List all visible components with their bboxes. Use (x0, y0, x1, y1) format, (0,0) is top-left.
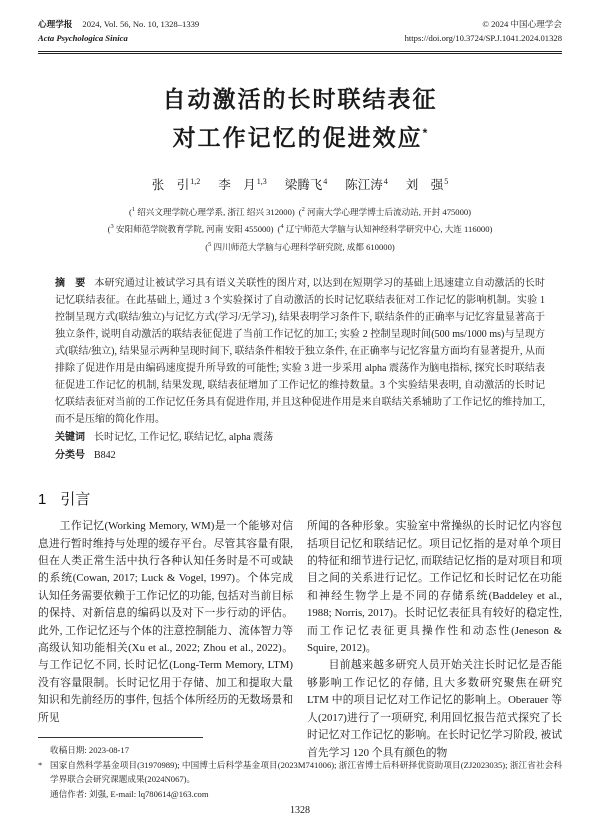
correspondence-note: 通信作者: 刘强, E-mail: lq780614@163.com (50, 788, 209, 799)
affiliation-list (38, 202, 562, 256)
author: 李 月$^{1,3}$ (218, 176, 267, 192)
copyright-line: © 2024 中国心理学会 (482, 19, 562, 29)
body-paragraph-1: 工作记忆(Working Memory, WM)是一个能够对信息进行暂时维持与处理的缓存平台。尽管其容量有限, 但在人类正常生活中执行各种认知任务时是不可或缺的系统(Cowan, 2017; Luck & Vogel, 1997)。个体完成认知任务需要依赖于工作记忆的功能, 包括对当前目标的保持、对新信息的编码以及对下一步行动的评估。此外, 工作记忆还与个体的注意控制能力、流体智力等高级认知功能相关(Xu et al., 2022; Zhou et al., 2022)。与工作记忆不同, 长时记忆(Long-Term Memory, LTM)没有容量限制。长时记忆用于存储、加工和提取大量知识和先前经历的事件, 包括个体所经历的无数场景和所见 (38, 520, 293, 724)
journal-name-en: Acta Psychologica Sinica (38, 32, 128, 43)
left-column (38, 518, 293, 724)
classification-value: B842 (94, 450, 116, 462)
classification-line (55, 447, 545, 464)
classification-label: 分类号 (55, 450, 85, 462)
right-column (307, 518, 562, 759)
page-number: 1328 (290, 805, 310, 816)
section-title: 引言 (60, 491, 91, 509)
paper-title (38, 82, 562, 155)
author-list (38, 175, 562, 193)
paper-title-line1: 自动激活的长时联结表征 (162, 86, 438, 112)
footnote-rule (38, 737, 203, 738)
author: 梁腾飞$^4$ (284, 176, 328, 192)
journal-info (38, 18, 199, 45)
funding-text: 国家自然科学基金项目(31970989); 中国博士后科学基金项目(2023M741006); 浙江省博士后科研择优资助项目(ZJ2023035); 浙江省社会科学界联合会研究课题成果(2024N067)。 (50, 759, 562, 784)
paper-title-line2: 对工作记忆的促进效应 (172, 124, 423, 151)
author: 陈江涛$^4$ (345, 176, 388, 192)
abstract-block (38, 275, 562, 464)
author: 刘 强$^5$ (405, 176, 449, 192)
title-footnote-mark: * (422, 126, 428, 140)
abstract-text: 本研究通过让被试学习具有语义关联性的图片对, 以达到在短期学习的基础上迅速建立自动激活的长时记忆联结表征。在此基础上, 通过 3 个实验探讨了自动激活的长时记忆联结表征对工作记忆的影响机制。实验 1 控制呈现方式(联结/独立)与记忆方式(学习/无学习), 结果表明学习条件下, 联结条件的正确率与记忆容量显著高于独立条件, 说明自动激活的联结表征促进了当前工作记忆的加工; 实验 2 控制呈现时间(500 ms/1000 ms)与呈现方式(联结/独立), 结果显示两种呈现时间下, 联结条件相较于独立条件, 在正确率与记忆容量方面均有显著提升, 从而排除了促进作用是由编码速度提升所导致的可能性; 实验 3 进一步采用 alpha 震荡作为脑电指标, 探究长时联结表征促进工作记忆的机制, 结果发现, 联结表征增加了工作记忆的维持数量。3 个实验结果表明, 自动激活的长时记忆联结表征对当前的工作记忆任务具有促进作用, 并且这种促进作用是来自联结关系辅助了工作记忆的维持加工, 而不是压缩的简化作用。 (55, 278, 546, 426)
affiliation-line: ($^3$ 安阳师范学院教育学院, 河南 安阳 455000) ($^4$ 辽宁师范大学脑与认知神经科学研究中心, 大连 116000) (107, 223, 493, 235)
journal-issue-info: 2024, Vol. 56, No. 10, 1328–1339 (82, 19, 200, 29)
affiliation-line: ($^1$ 绍兴文理学院心理学系, 浙江 绍兴 312000) ($^2$ 河南大学心理学博士后流动站, 开封 475000) (128, 205, 472, 217)
affiliation-line: ($^5$ 四川师范大学脑与心理科学研究院, 成都 610000) (205, 241, 395, 253)
abstract-label: 摘 要 (55, 278, 86, 290)
keywords-label: 关键词 (55, 432, 85, 444)
author: 张 引$^{1,2}$ (151, 176, 201, 192)
section-number: 1 (38, 491, 47, 509)
body-paragraph-2: 目前越来越多研究人员开始关注长时记忆是否能够影响工作记忆的存储, 且大多数研究聚焦在研究 LTM 中的项目记忆对工作记忆的影响上。Oberauer 等人(2017)进行了一项研究, 利用回忆报告范式探究了长时记忆对工作记忆的影响。在长时记忆学习阶段, 被试首先学习 120 个具有颜色的物 (307, 659, 562, 759)
body-paragraph-1-cont: 所闻的各种形象。实验室中常操纵的长时记忆内容包括项目记忆和联结记忆。项目记忆指的是对单个项目的特征和细节进行记忆, 而联结记忆指的是对项目和项目之间的关系进行记忆。工作记忆和长时记忆在功能和神经生物学上是不同的存储系统(Baddeley et al., 1988; Norris, 2017)。长时记忆表征具有较好的稳定性, 而工作记忆表征更具操作性和动态性(Jeneson & Squire, 2012)。 (307, 520, 562, 655)
abstract (55, 275, 545, 428)
journal-line-cn (38, 18, 199, 32)
header-rule (38, 51, 562, 54)
section-heading (38, 488, 562, 509)
keywords-text: 长时记忆, 工作记忆, 联结记忆, alpha 震荡 (94, 432, 274, 444)
doi-link[interactable]: https://doi.org/10.3724/SP.J.1041.2024.01328 (404, 32, 562, 43)
page-header (38, 18, 562, 45)
journal-name-cn: 心理学报 (38, 19, 73, 29)
funding-note (38, 758, 562, 787)
funding-asterisk: * (38, 759, 43, 770)
keywords-line (55, 429, 545, 446)
footnote-block (38, 737, 562, 801)
copyright-info (405, 18, 562, 45)
received-date: 收稿日期: 2023-08-17 (50, 745, 130, 755)
